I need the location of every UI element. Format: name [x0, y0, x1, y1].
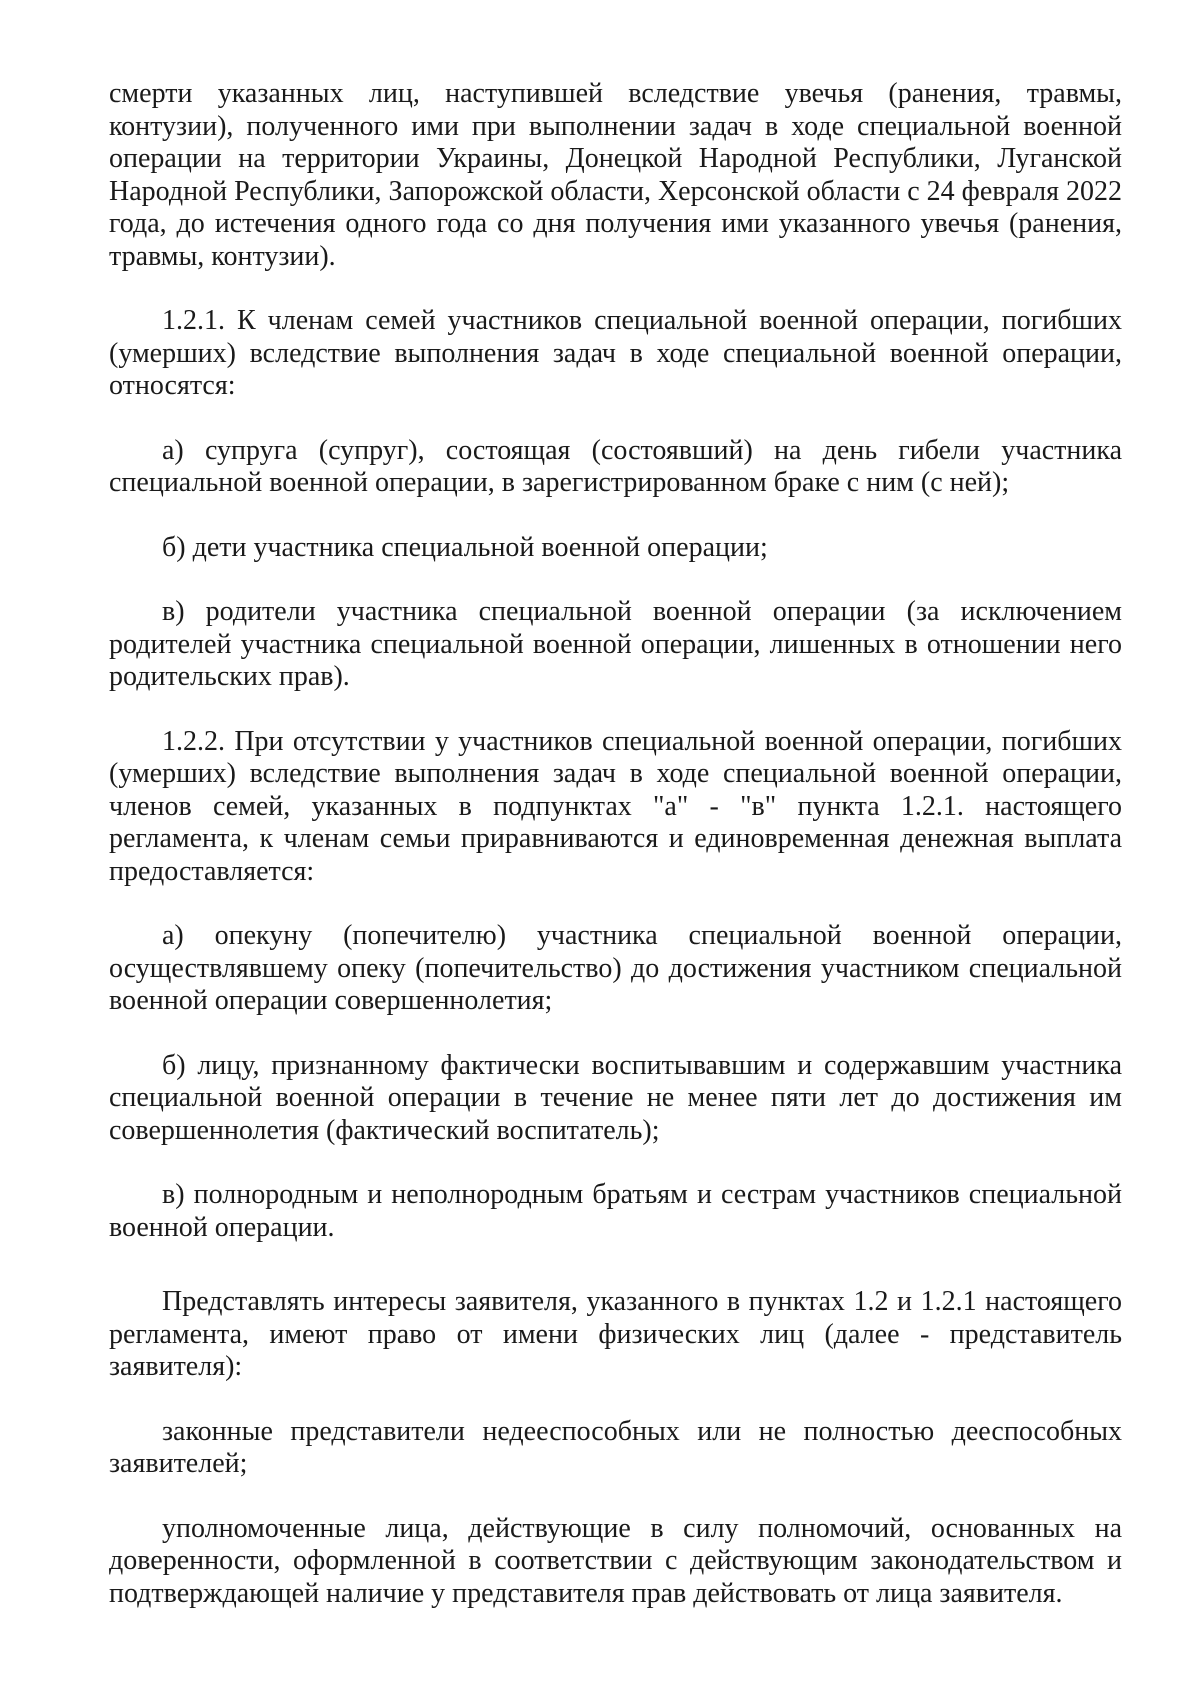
paragraph-authorized-persons: уполномоченные лица, действующие в силу полномочий, основанных на доверенности, оформленной в соответствии с действующим законодательством и подтверждающей наличие у представителя прав действовать от лица заявителя. — [109, 1512, 1122, 1609]
paragraph-1-2-1-v: в) родители участника специальной военной операции (за исключением родителей участника специальной военной операции, лишенных в отношении него родительских прав). — [109, 596, 1122, 692]
paragraph-legal-representatives: законные представители недееспособных или не полностью дееспособных заявителей; — [109, 1415, 1122, 1479]
paragraph-1-2-1-a: а) супруга (супруг), состоящая (состоявший) на день гибели участника специальной военной операции, в зарегистрированном браке с ним (с ней); — [109, 434, 1122, 498]
paragraph-1-2-1-b: б) дети участника специальной военной операции; — [162, 531, 768, 563]
paragraph-1-2-2-v: в) полнородным и неполнородным братьям и сестрам участников специальной военной операции. — [109, 1179, 1122, 1243]
paragraph-1-2-2: 1.2.2. При отсутствии у участников специальной военной операции, погибших (умерших) вследствие выполнения задач в ходе специальной военной операции, членов семей, указанных в подпунктах "а" - "в" пункта 1.2.1. настоящего регламента, к членам семьи приравниваются и единовременная денежная выплата предоставляется: — [109, 725, 1122, 887]
paragraph-representatives: Представлять интересы заявителя, указанного в пунктах 1.2 и 1.2.1 настоящего регламента, имеют право от имени физических лиц (далее - представитель заявителя): — [109, 1286, 1122, 1382]
paragraph-1-2-2-b: б) лицу, признанному фактически воспитывавшим и содержавшим участника специальной военной операции в течение не менее пяти лет до достижения им совершеннолетия (фактический воспитатель); — [109, 1049, 1122, 1146]
paragraph-continuation: смерти указанных лиц, наступившей вследствие увечья (ранения, травмы, контузии), полученного ими при выполнении задач в ходе специальной военной операции на территории Украины, Донецкой Народной Республики, Луганской Народной Республики, Запорожской области, Херсонской области с 24 февраля 2022 года, до истечения одного года со дня получения ими указанного увечья (ранения, травмы, контузии). — [109, 78, 1122, 272]
paragraph-1-2-1: 1.2.1. К членам семей участников специальной военной операции, погибших (умерших) вследствие выполнения задач в ходе специальной военной операции, относятся: — [109, 305, 1122, 401]
paragraph-1-2-2-a: а) опекуну (попечителю) участника специальной военной операции, осуществлявшему опеку (попечительство) до достижения участником специальной военной операции совершеннолетия; — [109, 920, 1122, 1016]
